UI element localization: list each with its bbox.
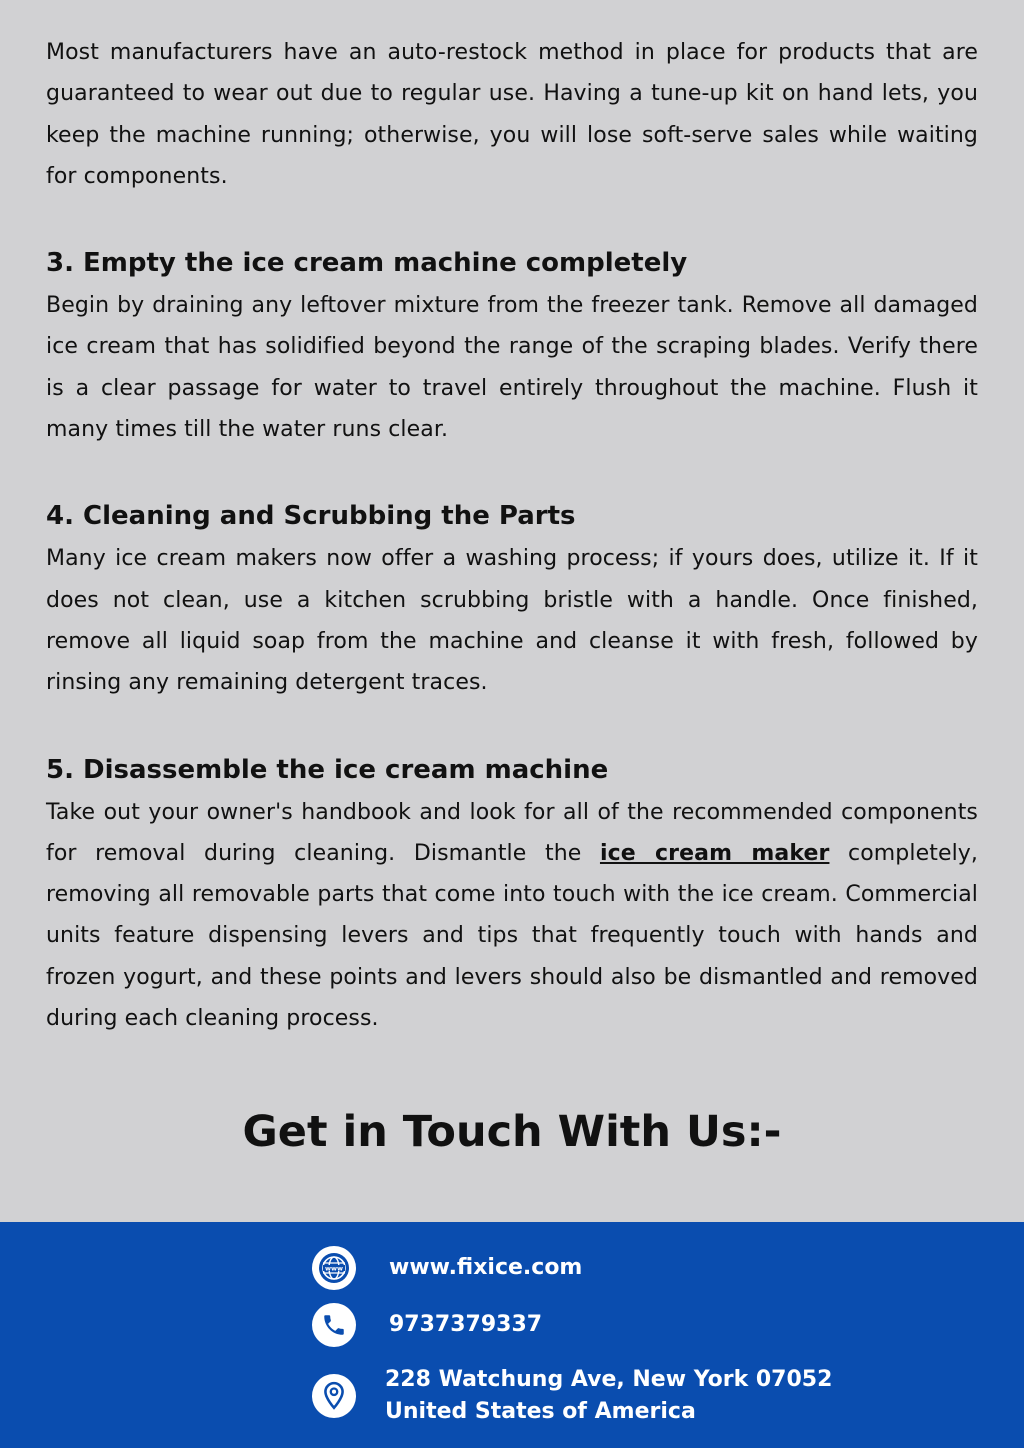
phone-icon <box>312 1303 356 1347</box>
location-pin-icon <box>312 1374 356 1418</box>
address-row <box>312 1364 832 1428</box>
globe-www-icon <box>312 1246 356 1290</box>
ice-cream-maker-link[interactable]: ice cream maker <box>599 840 830 866</box>
contact-heading: Get in Touch With Us:- <box>242 1107 782 1157</box>
svg-text:www: www <box>324 1264 344 1273</box>
website-row[interactable] <box>312 1246 582 1290</box>
section-body-cleaning-parts: Many ice cream makers now offer a washing process; if yours does, utilize it. If it does not clean, use a kitchen scrubbing bristle with a handle. Once finished, remove all liquid soap from the machine and cleanse it with fresh, followed by rinsing any remaining detergent traces. <box>46 546 978 696</box>
phone-text[interactable]: 9737379337 <box>389 1312 543 1337</box>
section-heading-disassemble: 5. Disassemble the ice cream machine <box>46 754 609 785</box>
address-line-2: United States of America <box>385 1399 696 1424</box>
body-text-before-link: Take out your owner's handbook and look for all of the recommended components for removal during cleaning. Dismantle the <box>46 799 978 866</box>
intro-paragraph: Most manufacturers have an auto-restock method in place for products that are guaranteed to wear out due to regular use. Having a tune-up kit on hand lets, you keep the machine running; otherwise, you will lose soft-serve sales while waiting for components. <box>46 40 978 189</box>
section-body-disassemble <box>46 792 978 1040</box>
contact-footer <box>0 1222 1024 1448</box>
phone-row[interactable] <box>312 1303 542 1347</box>
website-text[interactable]: www.fixice.com <box>389 1255 583 1280</box>
section-body-empty-machine: Begin by draining any leftover mixture from the freezer tank. Remove all damaged ice cream that has solidified beyond the range of the scraping blades. Verify there is a clear passage for water to travel entirely throughout the machine. Flush it many times till the water runs clear. <box>46 293 978 443</box>
body-text-after-link: completely, removing all removable parts that come into touch with the ice cream. Commercial units feature dispensing levers and tips that frequently touch with hands and frozen yogurt, and these points and levers should also be dismantled and removed during each cleaning process. <box>46 840 979 1032</box>
article-content <box>46 32 978 1039</box>
section-heading-cleaning-parts: 4. Cleaning and Scrubbing the Parts <box>46 501 576 532</box>
address-text <box>385 1364 832 1428</box>
address-line-1: 228 Watchung Ave, New York 07052 <box>385 1367 833 1392</box>
section-heading-empty-machine: 3. Empty the ice cream machine completely <box>46 248 688 279</box>
